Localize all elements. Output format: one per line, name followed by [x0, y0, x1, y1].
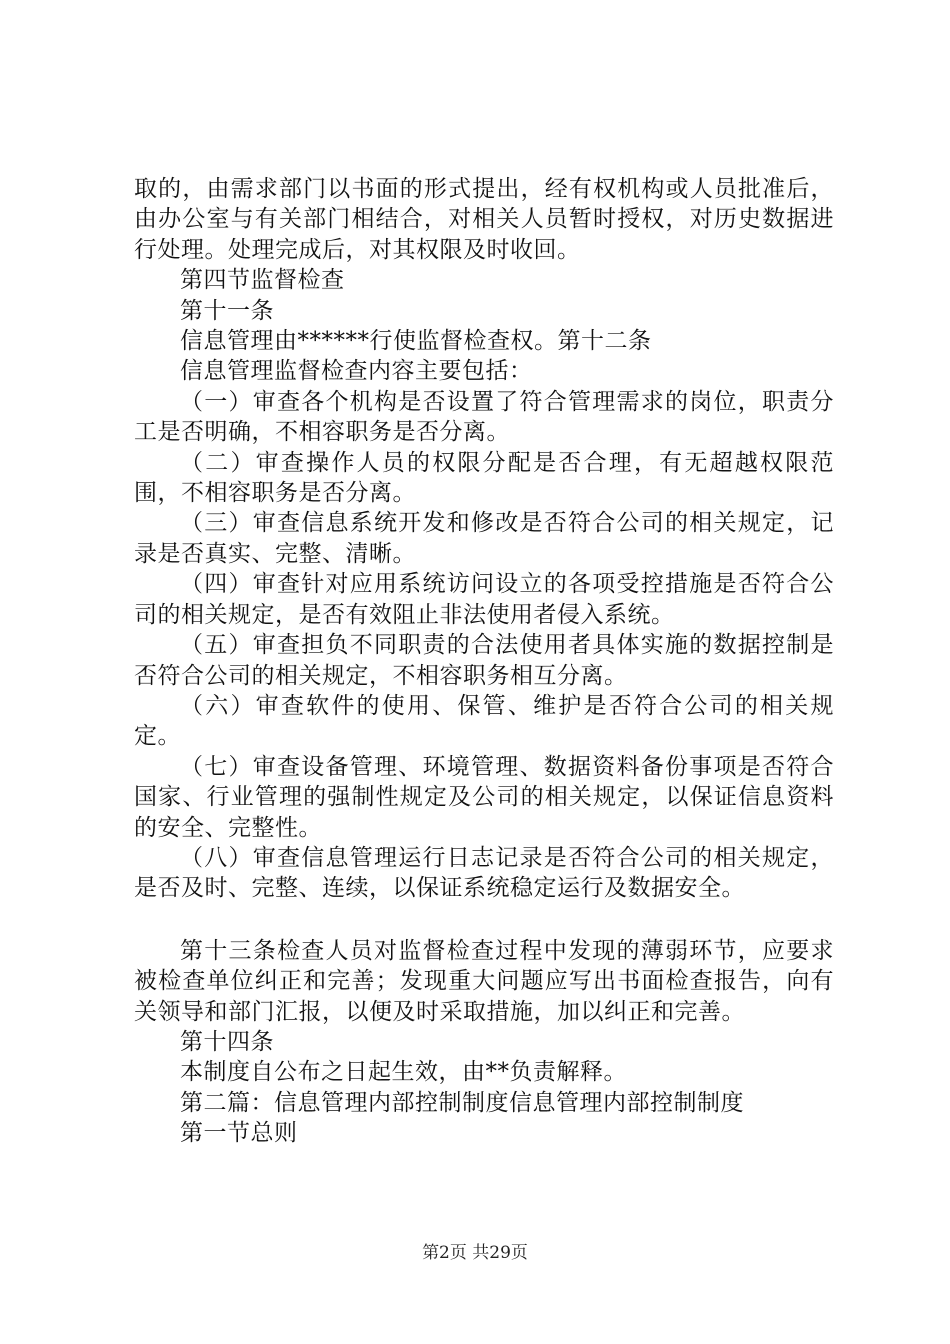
paragraph-continued: 取的，由需求部门以书面的形式提出，经有权机构或人员批准后，由办公室与有关部门相结合，对相关人员暂时授权，对历史数据进行处理。处理完成后，对其权限及时收回。	[134, 176, 834, 263]
list-item: （一）审查各个机构是否设置了符合管理需求的岗位，职责分工是否明确，不相容职务是否分离。	[134, 388, 834, 446]
paragraph: 第十三条检查人员对监督检查过程中发现的薄弱环节，应要求被检查单位纠正和完善；发现重大问题应写出书面检查报告，向有关领导和部门汇报，以便及时采取措施，加以纠正和完善。	[134, 937, 834, 1025]
list-item: （二）审查操作人员的权限分配是否合理，有无超越权限范围，不相容职务是否分离。	[134, 449, 834, 507]
page-number: 第2页 共29页	[422, 1243, 528, 1263]
list-item: （六）审查软件的使用、保管、维护是否符合公司的相关规定。	[134, 692, 834, 750]
section-heading: 第四节监督检查	[180, 267, 345, 294]
list-item: （七）审查设备管理、环境管理、数据资料备份事项是否符合国家、行业管理的强制性规定及公司的相关规定，以保证信息资料的安全、完整性。	[134, 753, 834, 841]
paragraph: 信息管理监督检查内容主要包括：	[180, 358, 533, 385]
article-heading: 第十一条	[180, 297, 274, 324]
list-item: （八）审查信息管理运行日志记录是否符合公司的相关规定，是否及时、完整、连续，以保证系统稳定运行及数据安全。	[134, 844, 834, 902]
paragraph-gap	[134, 904, 834, 936]
article-heading: 第十四条	[180, 1028, 274, 1055]
document-body	[134, 174, 834, 1149]
paragraph: 信息管理由******行使监督检查权。第十二条	[180, 328, 652, 355]
list-item: （五）审查担负不同职责的合法使用者具体实施的数据控制是否符合公司的相关规定，不相容职务相互分离。	[134, 632, 834, 689]
page-footer	[0, 1242, 950, 1264]
chapter-heading: 第二篇：信息管理内部控制制度信息管理内部控制制度	[180, 1089, 744, 1116]
list-item: （三）审查信息系统开发和修改是否符合公司的相关规定，记录是否真实、完整、清晰。	[134, 510, 834, 567]
list-item: （四）审查针对应用系统访问设立的各项受控措施是否符合公司的相关规定，是否有效阻止非法使用者侵入系统。	[134, 571, 834, 628]
section-heading: 第一节总则	[180, 1120, 298, 1147]
paragraph: 本制度自公布之日起生效，由**负责解释。	[180, 1059, 627, 1086]
